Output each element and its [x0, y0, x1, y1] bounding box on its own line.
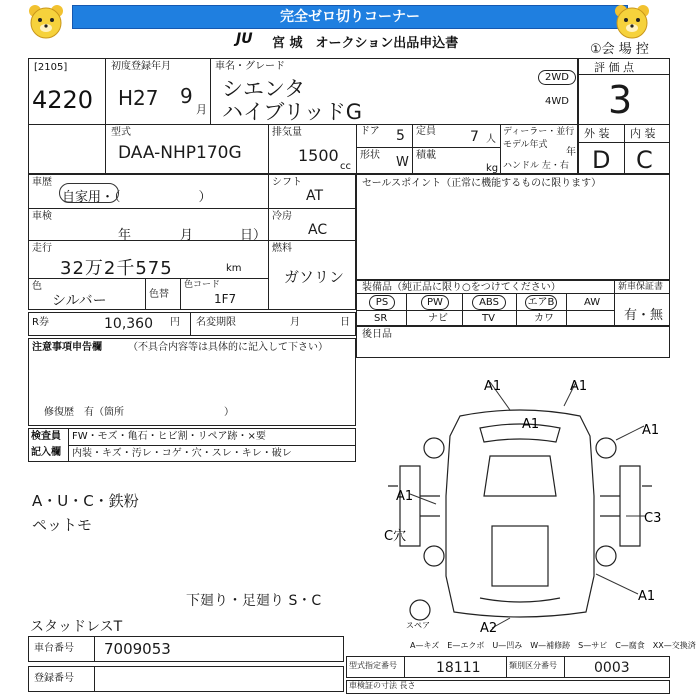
equip-aw: AW: [584, 297, 601, 308]
handle-label: ハンドル 左・右: [503, 161, 569, 171]
model-year-label: モデル年式: [503, 140, 548, 150]
equip-sr: SR: [374, 313, 388, 324]
recycle-row: [28, 312, 356, 336]
displacement-value: 1500: [298, 146, 339, 165]
recycle-unit: 円: [170, 317, 180, 328]
color-code-value: 1F7: [214, 292, 237, 306]
load-unit: kg: [486, 163, 499, 174]
interior-grade: C: [636, 146, 653, 174]
interior-label: 内 装: [630, 127, 656, 140]
dimension-label: 車検証の寸法 長さ: [349, 681, 416, 690]
mileage-value: 32万2千575: [60, 258, 173, 279]
model-year-unit: 年: [566, 147, 576, 158]
damage-mark: A1: [396, 489, 414, 504]
car-damage-diagram: [380, 376, 670, 638]
equip-airbag-circled: エアB: [525, 295, 557, 310]
inspection-month: 月: [180, 228, 194, 243]
aircon-value: AC: [308, 222, 328, 238]
category-label: 類別区分番号: [509, 661, 557, 670]
recycle-value: 10,360: [104, 316, 153, 332]
equip-navi: ナビ: [428, 313, 448, 324]
score-label: 評 価 点: [594, 61, 634, 74]
capacity-unit: 人: [486, 134, 496, 145]
damage-mark: A1: [522, 417, 540, 432]
frame-row: [28, 636, 344, 662]
damage-mark: A1: [570, 379, 588, 394]
usage-circle-mark: [59, 183, 119, 203]
inspection-year: 年: [118, 228, 132, 243]
usage-value: 自家用・（ ）: [62, 190, 212, 205]
inspector-label-1: 検査員: [31, 431, 61, 442]
damage-mark: A2: [480, 621, 498, 636]
lot-code: [2105]: [34, 62, 68, 73]
warranty-label: 新車保証書: [618, 282, 664, 292]
sales-point-label: セールスポイント（正常に機能するものに限ります）: [362, 178, 602, 189]
color-code-label: 色コード: [184, 280, 221, 290]
mileage-unit: km: [226, 263, 242, 274]
equip-ps-circled: PS: [369, 295, 395, 310]
repair-history: 修復歴 有（箇所 ）: [44, 407, 234, 418]
auction-name: 宮 城 オークション出品申込書: [272, 36, 459, 51]
vehicle-name: シエンタ: [222, 77, 306, 101]
inspector-label-2: 記入欄: [31, 447, 61, 458]
sales-point-block: [356, 174, 670, 280]
equip-abs-circled: ABS: [472, 295, 506, 310]
inspection-day: 日）: [240, 228, 267, 243]
handwritten-note-1: A・U・C・鉄粉: [32, 492, 139, 510]
equip-pw-circled: PW: [421, 295, 449, 310]
damage-mark: A1: [484, 379, 502, 394]
model-value: DAA-NHP170G: [118, 143, 242, 163]
after-doc-label: 後日品: [362, 329, 392, 340]
damage-mark: C3: [644, 511, 662, 526]
frame-label: 車台番号: [34, 643, 74, 654]
color-label: 色: [32, 281, 42, 292]
doors-value: 5: [396, 128, 405, 144]
venue-copy-label: ①会 場 控: [590, 42, 649, 57]
usage-label: 車歴: [32, 177, 52, 188]
body-type-label: 形状: [360, 150, 380, 161]
auction-logo: JU: [236, 31, 253, 47]
banner-title: 完全ゼロ切りコーナー: [72, 5, 628, 29]
model-label: 型式: [111, 127, 131, 138]
displacement-unit: cc: [340, 161, 351, 172]
inspector-row-1: FW・モズ・亀石・ヒビ割・リペア跡・×要: [72, 431, 266, 442]
body-type-value: W: [396, 155, 409, 170]
bear-mascot-icon: [612, 2, 652, 40]
frame-value: 7009053: [104, 640, 171, 658]
warranty-value: 有・無: [624, 308, 664, 323]
reg-label: 登録番号: [34, 673, 74, 684]
handwritten-note-4: スタッドレスT: [30, 619, 123, 635]
capacity-value: 7: [470, 129, 479, 145]
type-designation-label: 型式指定番号: [349, 661, 397, 670]
month-unit: 月: [196, 103, 207, 116]
color-value: シルバー: [52, 293, 107, 309]
drive-2wd-circled: 2WD: [538, 70, 576, 85]
category-value: 0003: [594, 660, 630, 676]
color-change-label: 色替: [149, 289, 169, 300]
equip-leather: カワ: [534, 313, 554, 324]
notes-label: 注意事項申告欄: [32, 342, 102, 353]
handwritten-note-2: ペットモ: [32, 516, 93, 534]
registration-label: 初度登録年月: [111, 61, 171, 72]
after-doc-block: [356, 326, 670, 358]
equip-tv: TV: [482, 313, 495, 324]
registration-year: H27: [118, 86, 159, 110]
displacement-label: 排気量: [272, 127, 302, 138]
spare-label: スペア: [406, 621, 430, 630]
vehicle-grade: ハイブリッドG: [222, 100, 362, 124]
registration-month: 9: [180, 84, 193, 108]
recycle-label: R券: [32, 317, 49, 328]
aircon-label: 冷房: [272, 211, 292, 222]
damage-mark: A1: [638, 589, 656, 604]
damage-mark: C穴: [384, 529, 407, 544]
lot-number: 4220: [32, 86, 94, 114]
shift-value: AT: [306, 188, 324, 204]
fuel-label: 燃料: [272, 243, 292, 254]
reg-row: [28, 666, 344, 692]
shift-label: シフト: [272, 177, 302, 188]
inspector-row-2: 内装・キズ・汚レ・コゲ・穴・スレ・キレ・破レ: [72, 448, 292, 459]
mileage-label: 走行: [32, 243, 52, 254]
inspection-label: 車検: [32, 211, 52, 222]
exterior-grade: D: [592, 146, 611, 174]
load-label: 積載: [416, 150, 436, 161]
name-change-label: 名変期限: [196, 317, 236, 328]
fuel-value: ガソリン: [284, 268, 345, 286]
vehicle-label: 車名・グレード: [215, 61, 285, 72]
type-designation-value: 18111: [436, 660, 481, 676]
name-change-month: 月: [290, 317, 300, 328]
notes-sub: （不具合内容等は具体的に記入して下さい）: [128, 342, 328, 353]
name-change-day: 日: [340, 317, 350, 328]
damage-mark: A1: [642, 423, 660, 438]
equipment-label: 装備品（純正品に限り○をつけてください）: [362, 282, 561, 293]
capacity-label: 定員: [416, 126, 436, 137]
exterior-label: 外 装: [584, 127, 610, 140]
score-value: 3: [608, 78, 633, 122]
bear-mascot-icon: [26, 2, 66, 40]
damage-legend: A—キズ E—エクボ U—凹み W—補修跡 S—サビ C—腐食 XX—交換済: [410, 641, 696, 650]
drive-4wd: 4WD: [545, 96, 569, 107]
dealer-label: ディーラー・並行: [503, 127, 575, 137]
doors-label: ドア: [360, 126, 380, 137]
handwritten-note-3: 下廻り・足廻り S・C: [186, 593, 322, 609]
